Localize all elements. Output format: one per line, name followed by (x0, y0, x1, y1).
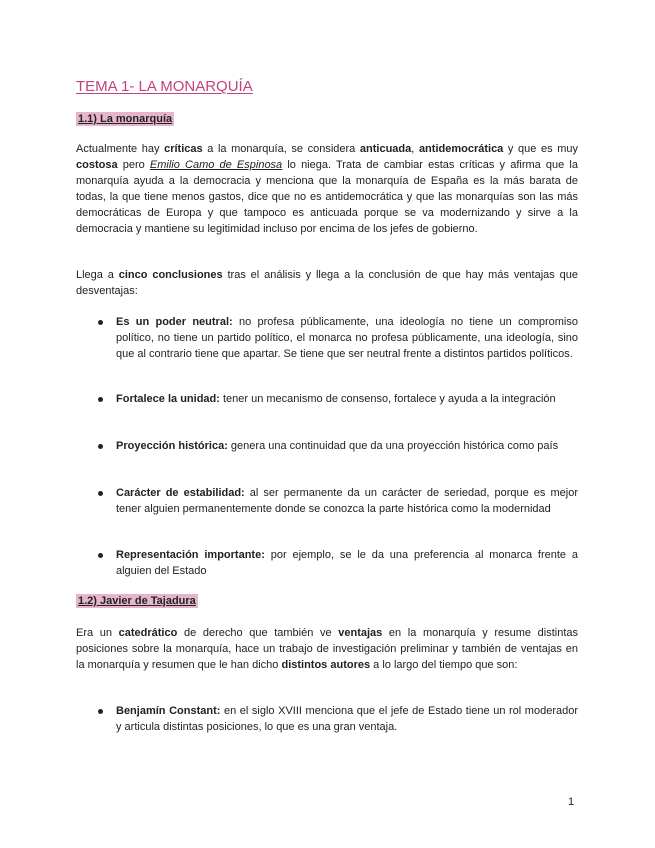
bullet-dot (98, 553, 103, 558)
section-heading-monarquia: 1.1) La monarquía (78, 113, 173, 125)
bullet-dot (98, 397, 103, 402)
section-heading-tajadura: 1.2) Javier de Tajadura (78, 595, 196, 607)
paragraph-conclusions: Llega a cinco conclusiones tras el análisis y llega a la conclusión de que hay más ventajas que desventajas: (76, 269, 578, 297)
bullet-dot (98, 491, 103, 496)
list-item: Es un poder neutral: no profesa públicamente, una ideología no tiene un compromiso político, no tiene un partido político, el monarca no profesa públicamente, una ideología, sino que al contrario tiene que apartar. Se tiene que ser neutral frente a distintos partidos políticos. (116, 316, 578, 360)
bullet-dot (98, 320, 103, 325)
list-item: Fortalece la unidad: tener un mecanismo de consenso, fortalece y ayuda a la integración (116, 393, 556, 405)
bullet-dot (98, 444, 103, 449)
author-link[interactable]: Emilio Camo de Espinosa (149, 159, 283, 171)
paragraph-tajadura: Era un catedrático de derecho que también ve ventajas en la monarquía y resume distintas posiciones sobre la monarquía, hace un trabajo de investigación preliminar y también de ventajas en la monarquía y resumen que le han dicho distintos autores a lo largo del tiempo que son: (76, 627, 578, 671)
bullet-dot (98, 709, 103, 714)
list-item: Representación importante: por ejemplo, se le da una preferencia al monarca frente a alguien del Estado (116, 549, 578, 577)
list-item: Benjamín Constant: en el siglo XVIII menciona que el jefe de Estado tiene un rol moderador y articula distintas posiciones, lo que es una gran ventaja. (116, 705, 578, 733)
page-number: 1 (568, 796, 575, 808)
list-item: Proyección histórica: genera una continuidad que da una proyección histórica como país (116, 440, 559, 452)
list-item: Carácter de estabilidad: al ser permanente da un carácter de seriedad, porque es mejor tener alguien permanentemente donde se conozca la parte histórica como la modernidad (116, 487, 578, 515)
paragraph-intro: Actualmente hay críticas a la monarquía, se considera anticuada, antidemocrática y que es muy costosa pero Emilio Camo de Espinosa lo niega. Trata de cambiar estas críticas y afirma que la monarquía ayuda a la democracia y menciona que la monarquía de España es la más barata de todas, la que tiene menos gastos, dice que no es antidemocrática y que las monarquías son las más democráticas de Europa y que tampoco es anticuada porque se va modernizando y sirve a la democracia y mantiene su legitimidad incluso por encima de los jefes de gobierno. (76, 143, 578, 235)
document-title: TEMA 1- LA MONARQUÍA (76, 78, 253, 95)
